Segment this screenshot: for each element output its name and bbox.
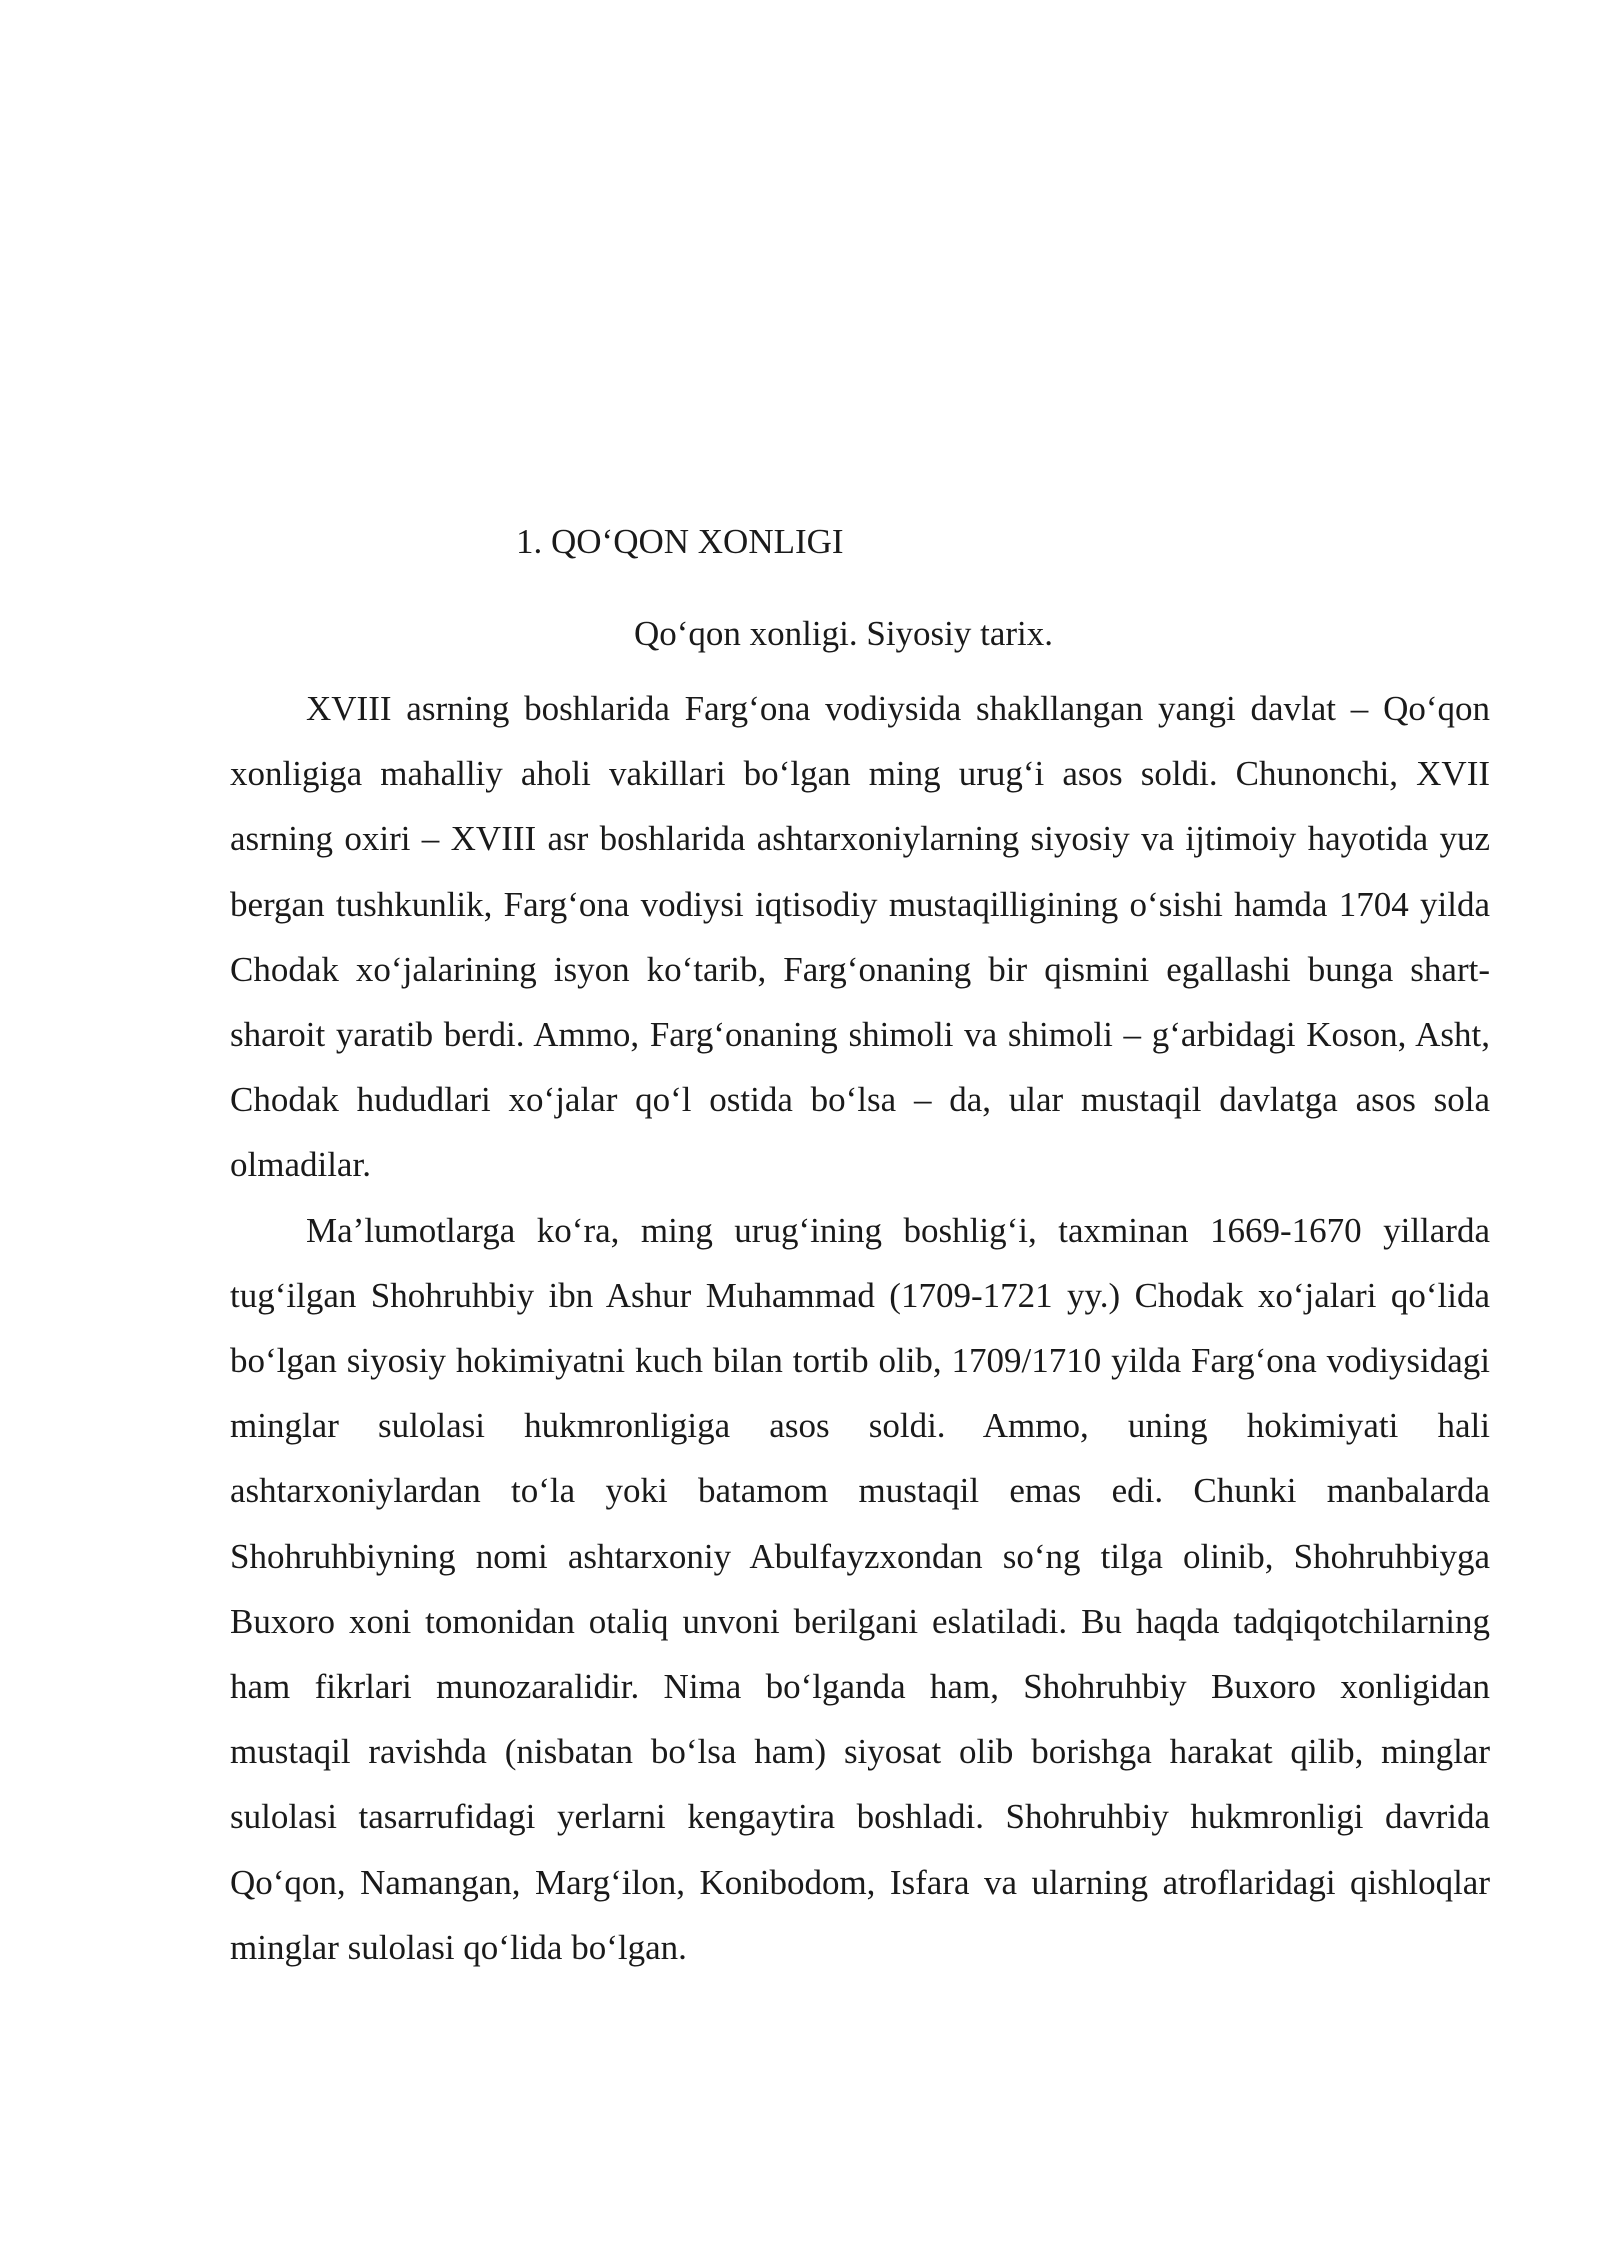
- paragraph-2: Ma’lumotlarga ko‘ra, ming urug‘ining boshlig‘i, taxminan 1669-1670 yillarda tug‘ilgan Shohruhbiy ibn Ashur Muhammad (1709-1721 yy.) Chodak xo‘jalari qo‘lida bo‘lgan siyosiy hokimiyatni kuch bilan tortib olib, 1709/1710 yilda Farg‘ona vodiysidagi minglar sulolasi hukmronligiga asos soldi. Ammo, uning hokimiyati hali ashtarxoniylardan to‘la yoki batamom mustaqil emas edi. Chunki manbalarda Shohruhbiyning nomi ashtarxoniy Abulfayzxondan so‘ng tilga olinib, Shohruhbiyga Buxoro xoni tomonidan otaliq unvoni berilgani eslatiladi. Bu haqda tadqiqotchilarning ham fikrlari munozaralidir. Nima bo‘lganda ham, Shohruhbiy Buxoro xonligidan mustaqil ravishda (nisbatan bo‘lsa ham) siyosat olib borishga harakat qilib, minglar sulolasi tasarrufidagi yerlarni kengaytira boshladi. Shohruhbiy hukmronligi davrida Qo‘qon, Namangan, Marg‘ilon, Konibodom, Isfara va ularning atroflaridagi qishloqlar minglar sulolasi qo‘lida bo‘lgan.: [230, 1210, 1490, 1967]
- section-subtitle: Qo‘qon xonligi. Siyosiy tarix.: [634, 614, 1054, 653]
- body-text: [230, 676, 1490, 1980]
- paragraph-1: XVIII asrning boshlarida Farg‘ona vodiysida shakllangan yangi davlat – Qo‘qon xonligiga mahalliy aholi vakillari bo‘lgan ming urug‘i asos soldi. Chunonchi, XVII asrning oxiri – XVIII asr boshlarida ashtarxoniylarning siyosiy va ijtimoiy hayotida yuz bergan tushkunlik, Farg‘ona vodiysi iqtisodiy mustaqilligining o‘sishi hamda 1704 yilda Chodak xo‘jalarining isyon ko‘tarib, Farg‘onaning bir qismini egallashi bunga shart-sharoit yaratib berdi. Ammo, Farg‘onaning shimoli va shimoli – g‘arbidagi Koson, Asht, Chodak hududlari xo‘jalar qo‘l ostida bo‘lsa – da, ular mustaqil davlatga asos sola olmadilar.: [230, 689, 1490, 1185]
- chapter-title: 1. QO‘QON XONLIGI: [516, 522, 844, 561]
